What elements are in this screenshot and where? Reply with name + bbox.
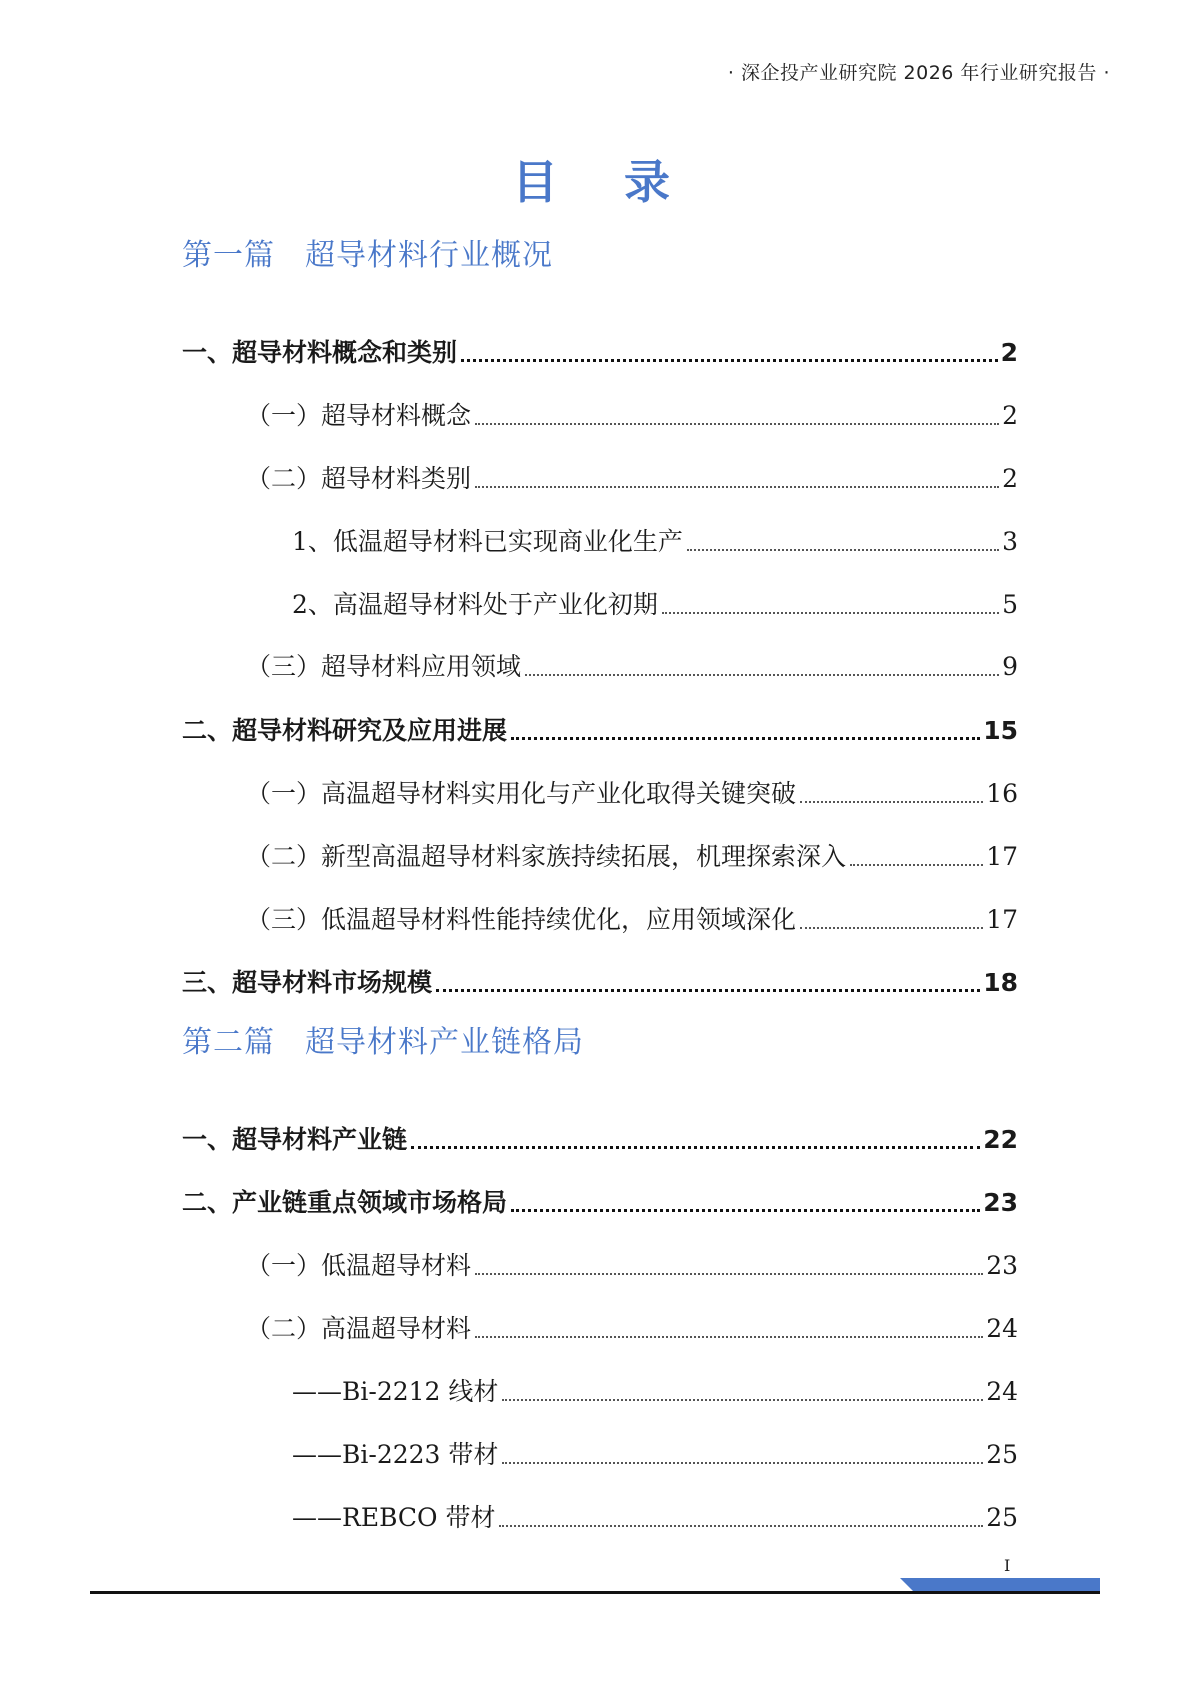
toc-entry[interactable] xyxy=(182,1119,1018,1155)
toc-page-number: 5 xyxy=(1002,590,1018,619)
toc-entry-label: （一）高温超导材料实用化与产业化取得关键突破 xyxy=(246,779,797,808)
toc-entry-label: ——Bi-2223 带材 xyxy=(292,1440,499,1469)
title-char-2: 录 xyxy=(624,155,678,209)
toc-entry[interactable] xyxy=(292,1434,1018,1470)
part-heading-2 xyxy=(182,1017,584,1061)
toc-page-number: 2 xyxy=(1000,338,1018,367)
toc-entry-label: 1、低温超导材料已实现商业化生产 xyxy=(292,527,683,556)
toc-page-number: 24 xyxy=(986,1314,1018,1343)
toc-page-number: 15 xyxy=(983,716,1018,745)
part-number: 第一篇 xyxy=(182,238,275,273)
toc-leader-dots xyxy=(800,801,983,803)
toc-page-number: 24 xyxy=(986,1377,1018,1406)
toc-page-number: 17 xyxy=(986,842,1018,871)
toc-page-number: 3 xyxy=(1002,527,1018,556)
toc-entry[interactable] xyxy=(182,1182,1018,1218)
toc-leader-dots xyxy=(511,1209,980,1212)
toc-entry-label: （二）超导材料类别 xyxy=(246,464,472,493)
toc-leader-dots xyxy=(800,927,983,929)
part-title: 超导材料行业概况 xyxy=(305,238,553,273)
toc-leader-dots xyxy=(525,674,999,676)
toc-leader-dots xyxy=(687,549,999,551)
toc-leader-dots xyxy=(499,1525,983,1527)
toc-entry-label: 二、产业链重点领域市场格局 xyxy=(182,1188,508,1217)
part-number: 第二篇 xyxy=(182,1025,275,1060)
toc-entry-label: 2、高温超导材料处于产业化初期 xyxy=(292,590,658,619)
toc-entry[interactable] xyxy=(182,710,1018,746)
toc-page-number: 18 xyxy=(983,968,1018,997)
toc-leader-dots xyxy=(436,989,980,992)
part-title: 超导材料产业链格局 xyxy=(305,1025,584,1060)
toc-entry[interactable] xyxy=(292,584,1018,620)
toc-leader-dots xyxy=(475,423,999,425)
toc-entry-label: 一、超导材料产业链 xyxy=(182,1125,408,1154)
toc-page-number: 16 xyxy=(986,779,1018,808)
toc-entry[interactable] xyxy=(292,521,1018,557)
toc-entry[interactable] xyxy=(246,899,1018,935)
toc-entry[interactable] xyxy=(246,836,1018,872)
toc-leader-dots xyxy=(461,359,998,362)
toc-page-number: 22 xyxy=(983,1125,1018,1154)
toc-leader-dots xyxy=(475,1273,983,1275)
toc-entry[interactable] xyxy=(246,646,1018,682)
toc-page-number: 2 xyxy=(1002,401,1018,430)
toc-page-number: 25 xyxy=(986,1503,1018,1532)
toc-entry-label: 三、超导材料市场规模 xyxy=(182,968,433,997)
toc-page-number: 25 xyxy=(986,1440,1018,1469)
toc-leader-dots xyxy=(502,1399,983,1401)
toc-entry[interactable] xyxy=(292,1371,1018,1407)
footer-rule xyxy=(90,1591,1100,1594)
toc-entry[interactable] xyxy=(246,458,1018,494)
toc-entry[interactable] xyxy=(292,1497,1018,1533)
toc-entry[interactable] xyxy=(246,773,1018,809)
footer-page-number: I xyxy=(1004,1556,1011,1575)
toc-entry-label: （二）高温超导材料 xyxy=(246,1314,472,1343)
toc-leader-dots xyxy=(475,1336,983,1338)
toc-entry-label: 二、超导材料研究及应用进展 xyxy=(182,716,508,745)
toc-entry-label: （一）超导材料概念 xyxy=(246,401,472,430)
toc-entry-label: 一、超导材料概念和类别 xyxy=(182,338,458,367)
toc-entry[interactable] xyxy=(246,1245,1018,1281)
toc-leader-dots xyxy=(850,864,983,866)
toc-leader-dots xyxy=(502,1462,983,1464)
toc-entry[interactable] xyxy=(182,962,1018,998)
page-title xyxy=(0,146,1190,212)
toc-page-number: 23 xyxy=(986,1251,1018,1280)
toc-leader-dots xyxy=(511,737,980,740)
toc-entry-label: （三）低温超导材料性能持续优化，应用领域深化 xyxy=(246,905,797,934)
toc-entry-label: ——REBCO 带材 xyxy=(292,1503,496,1532)
toc-leader-dots xyxy=(662,612,999,614)
title-char-1: 目 xyxy=(512,155,566,209)
running-header: · 深企投产业研究院 2026 年行业研究报告 · xyxy=(727,62,1110,84)
toc-leader-dots xyxy=(411,1146,980,1149)
toc-page-number: 9 xyxy=(1002,652,1018,681)
toc-entry-label: （一）低温超导材料 xyxy=(246,1251,472,1280)
toc-leader-dots xyxy=(475,486,999,488)
part-heading-1 xyxy=(182,230,553,274)
toc-page-number: 2 xyxy=(1002,464,1018,493)
toc-page-number: 23 xyxy=(983,1188,1018,1217)
toc-entry-label: ——Bi-2212 线材 xyxy=(292,1377,499,1406)
toc-entry-label: （三）超导材料应用领域 xyxy=(246,652,522,681)
footer-accent-shape xyxy=(900,1578,1100,1592)
toc-entry[interactable] xyxy=(182,332,1018,368)
toc-entry-label: （二）新型高温超导材料家族持续拓展，机理探索深入 xyxy=(246,842,847,871)
toc-entry[interactable] xyxy=(246,1308,1018,1344)
toc-page-number: 17 xyxy=(986,905,1018,934)
toc-entry[interactable] xyxy=(246,395,1018,431)
